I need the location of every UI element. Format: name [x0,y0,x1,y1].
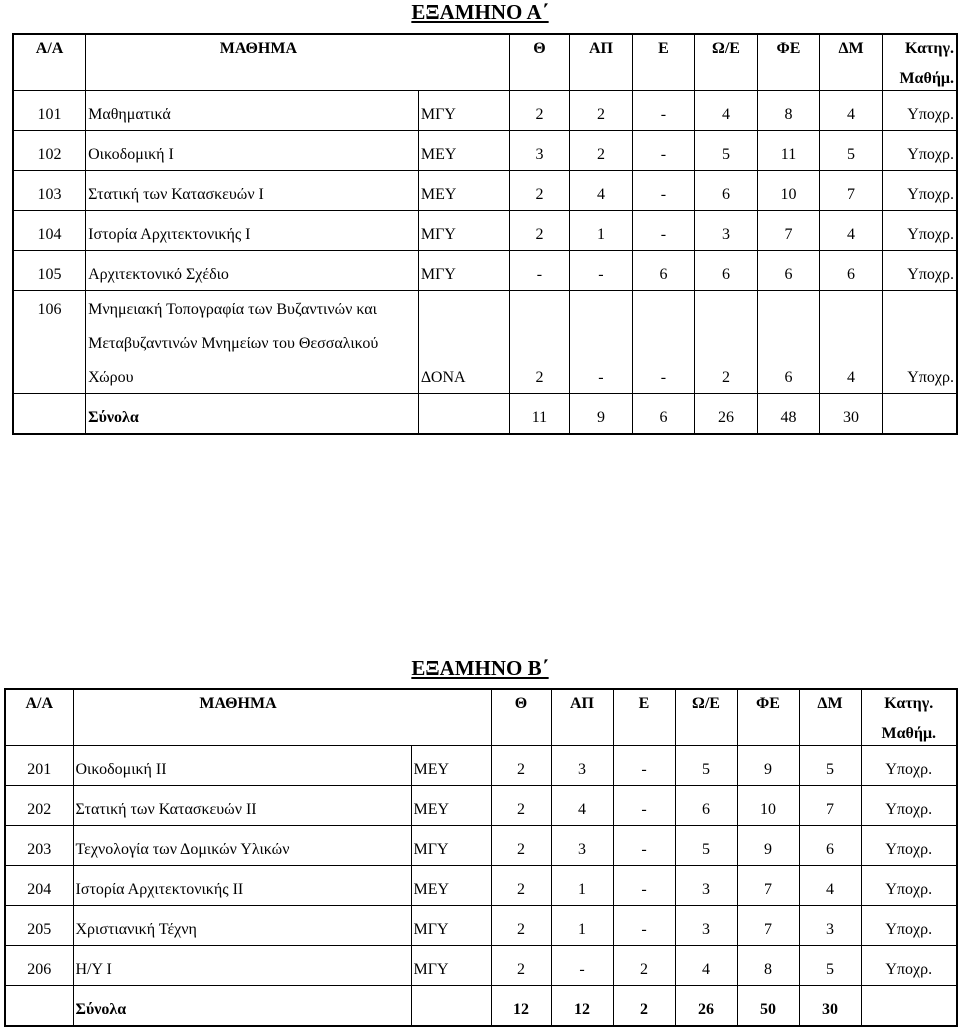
row-dm: 4 [820,359,883,394]
row-e: - [613,786,675,826]
semester-b-table [4,688,958,1027]
row-fe: 6 [757,251,820,291]
total-dm: 30 [799,986,861,1027]
row-ap: - [570,251,633,291]
col-category-header-2: Μαθήμ. [861,725,957,746]
row-ap: 4 [570,171,633,211]
totals-row [5,986,957,1027]
row-type: ΜΓΥ [411,826,491,866]
row-th: 2 [491,866,551,906]
table-row [5,826,957,866]
row-oe: 6 [675,786,737,826]
row-e: - [613,906,675,946]
table-row [13,91,957,131]
row-ap: - [551,946,613,986]
col-category-header-2: Μαθήμ. [882,70,957,91]
totals-label: Σύνολα [86,394,419,435]
table-row [5,866,957,906]
row-oe: 3 [695,211,758,251]
table-row [13,171,957,211]
row-th: 2 [509,171,570,211]
row-e: 6 [632,251,695,291]
row-fe: 11 [757,131,820,171]
total-fe: 50 [737,986,799,1027]
row-course: Οικοδομική Ι [86,131,419,171]
row-aa: 206 [5,946,73,986]
col-aa-header: Α/Α [13,34,86,70]
row-th: 2 [509,359,570,394]
row-aa: 106 [13,291,86,326]
row-type: ΜΓΥ [411,946,491,986]
row-dm: 3 [799,906,861,946]
row-fe: 7 [737,866,799,906]
total-ap: 9 [570,394,633,435]
row-category: Υποχρ. [882,359,957,394]
total-oe: 26 [695,394,758,435]
row-dm: 6 [799,826,861,866]
row-type: ΜΕΥ [418,171,509,211]
row-course: Η/Υ Ι [73,946,411,986]
row-category: Υποχρ. [882,211,957,251]
row-ap: 4 [551,786,613,826]
row-oe: 5 [675,746,737,786]
row-ap: 2 [570,91,633,131]
row-aa: 101 [13,91,86,131]
row-e: - [613,826,675,866]
row-th: - [509,251,570,291]
row-category: Υποχρ. [882,91,957,131]
row-aa: 105 [13,251,86,291]
table-header-row [13,34,957,70]
col-oe-header: Ω/Ε [695,34,758,70]
row-aa: 202 [5,786,73,826]
row-dm: 5 [799,946,861,986]
semester-a-title: ΕΞΑΜΗΝΟ Α΄ [411,0,549,24]
col-dm-header: ΔΜ [820,34,883,70]
row-fe: 7 [737,906,799,946]
row-category: Υποχρ. [861,906,957,946]
row-course: Ιστορία Αρχιτεκτονικής Ι [86,211,419,251]
row-th: 3 [509,131,570,171]
row-e: - [632,211,695,251]
col-ap-header: ΑΠ [551,689,613,725]
row-aa: 103 [13,171,86,211]
row-oe: 6 [695,171,758,211]
row-course-line-2: Μεταβυζαντινών Μνημείων του Θεσσαλικού [86,325,419,359]
row-course: Ιστορία Αρχιτεκτονικής ΙΙ [73,866,411,906]
row-category: Υποχρ. [861,746,957,786]
row-oe: 5 [695,131,758,171]
row-oe: 4 [695,91,758,131]
row-e: - [632,131,695,171]
col-e-header: Ε [613,689,675,725]
row-ap: 2 [570,131,633,171]
row-e: - [632,171,695,211]
row-th: 2 [509,211,570,251]
row-course: Μαθηματικά [86,91,419,131]
row-ap: 3 [551,746,613,786]
row-ap: 3 [551,826,613,866]
row-fe: 8 [757,91,820,131]
row-course: Αρχιτεκτονικό Σχέδιο [86,251,419,291]
row-fe: 10 [757,171,820,211]
row-aa: 203 [5,826,73,866]
row-dm: 4 [820,91,883,131]
table-row [13,211,957,251]
totals-row [13,394,957,435]
row-dm: 7 [820,171,883,211]
row-aa: 104 [13,211,86,251]
total-th: 11 [509,394,570,435]
col-fe-header: ΦΕ [757,34,820,70]
row-fe: 9 [737,746,799,786]
row-fe: 9 [737,826,799,866]
row-dm: 7 [799,786,861,826]
row-dm: 4 [799,866,861,906]
table-row [5,746,957,786]
col-oe-header: Ω/Ε [675,689,737,725]
row-ap: 1 [551,866,613,906]
total-dm: 30 [820,394,883,435]
totals-label: Σύνολα [73,986,411,1027]
row-fe: 7 [757,211,820,251]
row-aa: 205 [5,906,73,946]
row-type: ΜΓΥ [418,211,509,251]
table-header-row-2 [5,725,957,746]
total-ap: 12 [551,986,613,1027]
row-type: ΜΓΥ [418,251,509,291]
total-e: 6 [632,394,695,435]
row-category: Υποχρ. [861,786,957,826]
col-th-header: Θ [491,689,551,725]
row-oe: 3 [675,906,737,946]
row-th: 2 [491,746,551,786]
row-oe: 4 [675,946,737,986]
total-oe: 26 [675,986,737,1027]
row-e: 2 [613,946,675,986]
table-row-multiline [13,359,957,394]
col-category-header: Κατηγ. [861,689,957,725]
col-e-header: Ε [632,34,695,70]
row-type: ΜΓΥ [418,91,509,131]
row-course-line-1: Μνημειακή Τοπογραφία των Βυζαντινών και [86,291,419,326]
total-fe: 48 [757,394,820,435]
row-type: ΜΕΥ [411,746,491,786]
row-course-line-3: Χώρου [86,359,419,394]
total-e: 2 [613,986,675,1027]
row-course: Τεχνολογία των Δομικών Υλικών [73,826,411,866]
total-th: 12 [491,986,551,1027]
table-row [13,251,957,291]
row-category: Υποχρ. [882,171,957,211]
row-type: ΜΕΥ [411,786,491,826]
col-th-header: Θ [509,34,570,70]
row-dm: 5 [820,131,883,171]
row-category: Υποχρ. [861,866,957,906]
row-oe: 6 [695,251,758,291]
row-aa: 201 [5,746,73,786]
row-type: ΜΕΥ [418,131,509,171]
row-oe: 2 [695,359,758,394]
row-ap: - [570,359,633,394]
row-type: ΔΟΝΑ [418,359,509,394]
row-category: Υποχρ. [861,946,957,986]
row-dm: 6 [820,251,883,291]
col-ap-header: ΑΠ [570,34,633,70]
row-course: Στατική των Κατασκευών ΙΙ [73,786,411,826]
row-course: Οικοδομική ΙΙ [73,746,411,786]
table-header-row [5,689,957,725]
table-header-row-2 [13,70,957,91]
row-category: Υποχρ. [882,131,957,171]
row-e: - [632,91,695,131]
table-row [5,946,957,986]
row-th: 2 [491,786,551,826]
row-ap: 1 [570,211,633,251]
col-course-header: ΜΑΘΗΜΑ [73,689,491,725]
row-category: Υποχρ. [882,251,957,291]
col-fe-header: ΦΕ [737,689,799,725]
row-e: - [632,359,695,394]
row-th: 2 [491,946,551,986]
table-row-multiline [13,325,957,359]
row-ap: 1 [551,906,613,946]
row-th: 2 [491,826,551,866]
row-e: - [613,746,675,786]
row-th: 2 [509,91,570,131]
row-category: Υποχρ. [861,826,957,866]
semester-a-table [12,33,958,435]
row-oe: 3 [675,866,737,906]
row-fe: 10 [737,786,799,826]
row-type: ΜΕΥ [411,866,491,906]
row-course: Στατική των Κατασκευών Ι [86,171,419,211]
row-dm: 4 [820,211,883,251]
row-dm: 5 [799,746,861,786]
row-aa: 204 [5,866,73,906]
row-th: 2 [491,906,551,946]
table-row [5,906,957,946]
row-course: Χριστιανική Τέχνη [73,906,411,946]
table-row [5,786,957,826]
col-course-header: ΜΑΘΗΜΑ [86,34,510,70]
row-fe: 8 [737,946,799,986]
row-e: - [613,866,675,906]
row-fe: 6 [757,359,820,394]
table-row-multiline [13,291,957,326]
row-type: ΜΓΥ [411,906,491,946]
col-dm-header: ΔΜ [799,689,861,725]
row-aa: 102 [13,131,86,171]
semester-b-title: ΕΞΑΜΗΝΟ Β΄ [411,656,549,680]
col-category-header: Κατηγ. [882,34,957,70]
col-aa-header: Α/Α [5,689,73,725]
table-row [13,131,957,171]
row-oe: 5 [675,826,737,866]
